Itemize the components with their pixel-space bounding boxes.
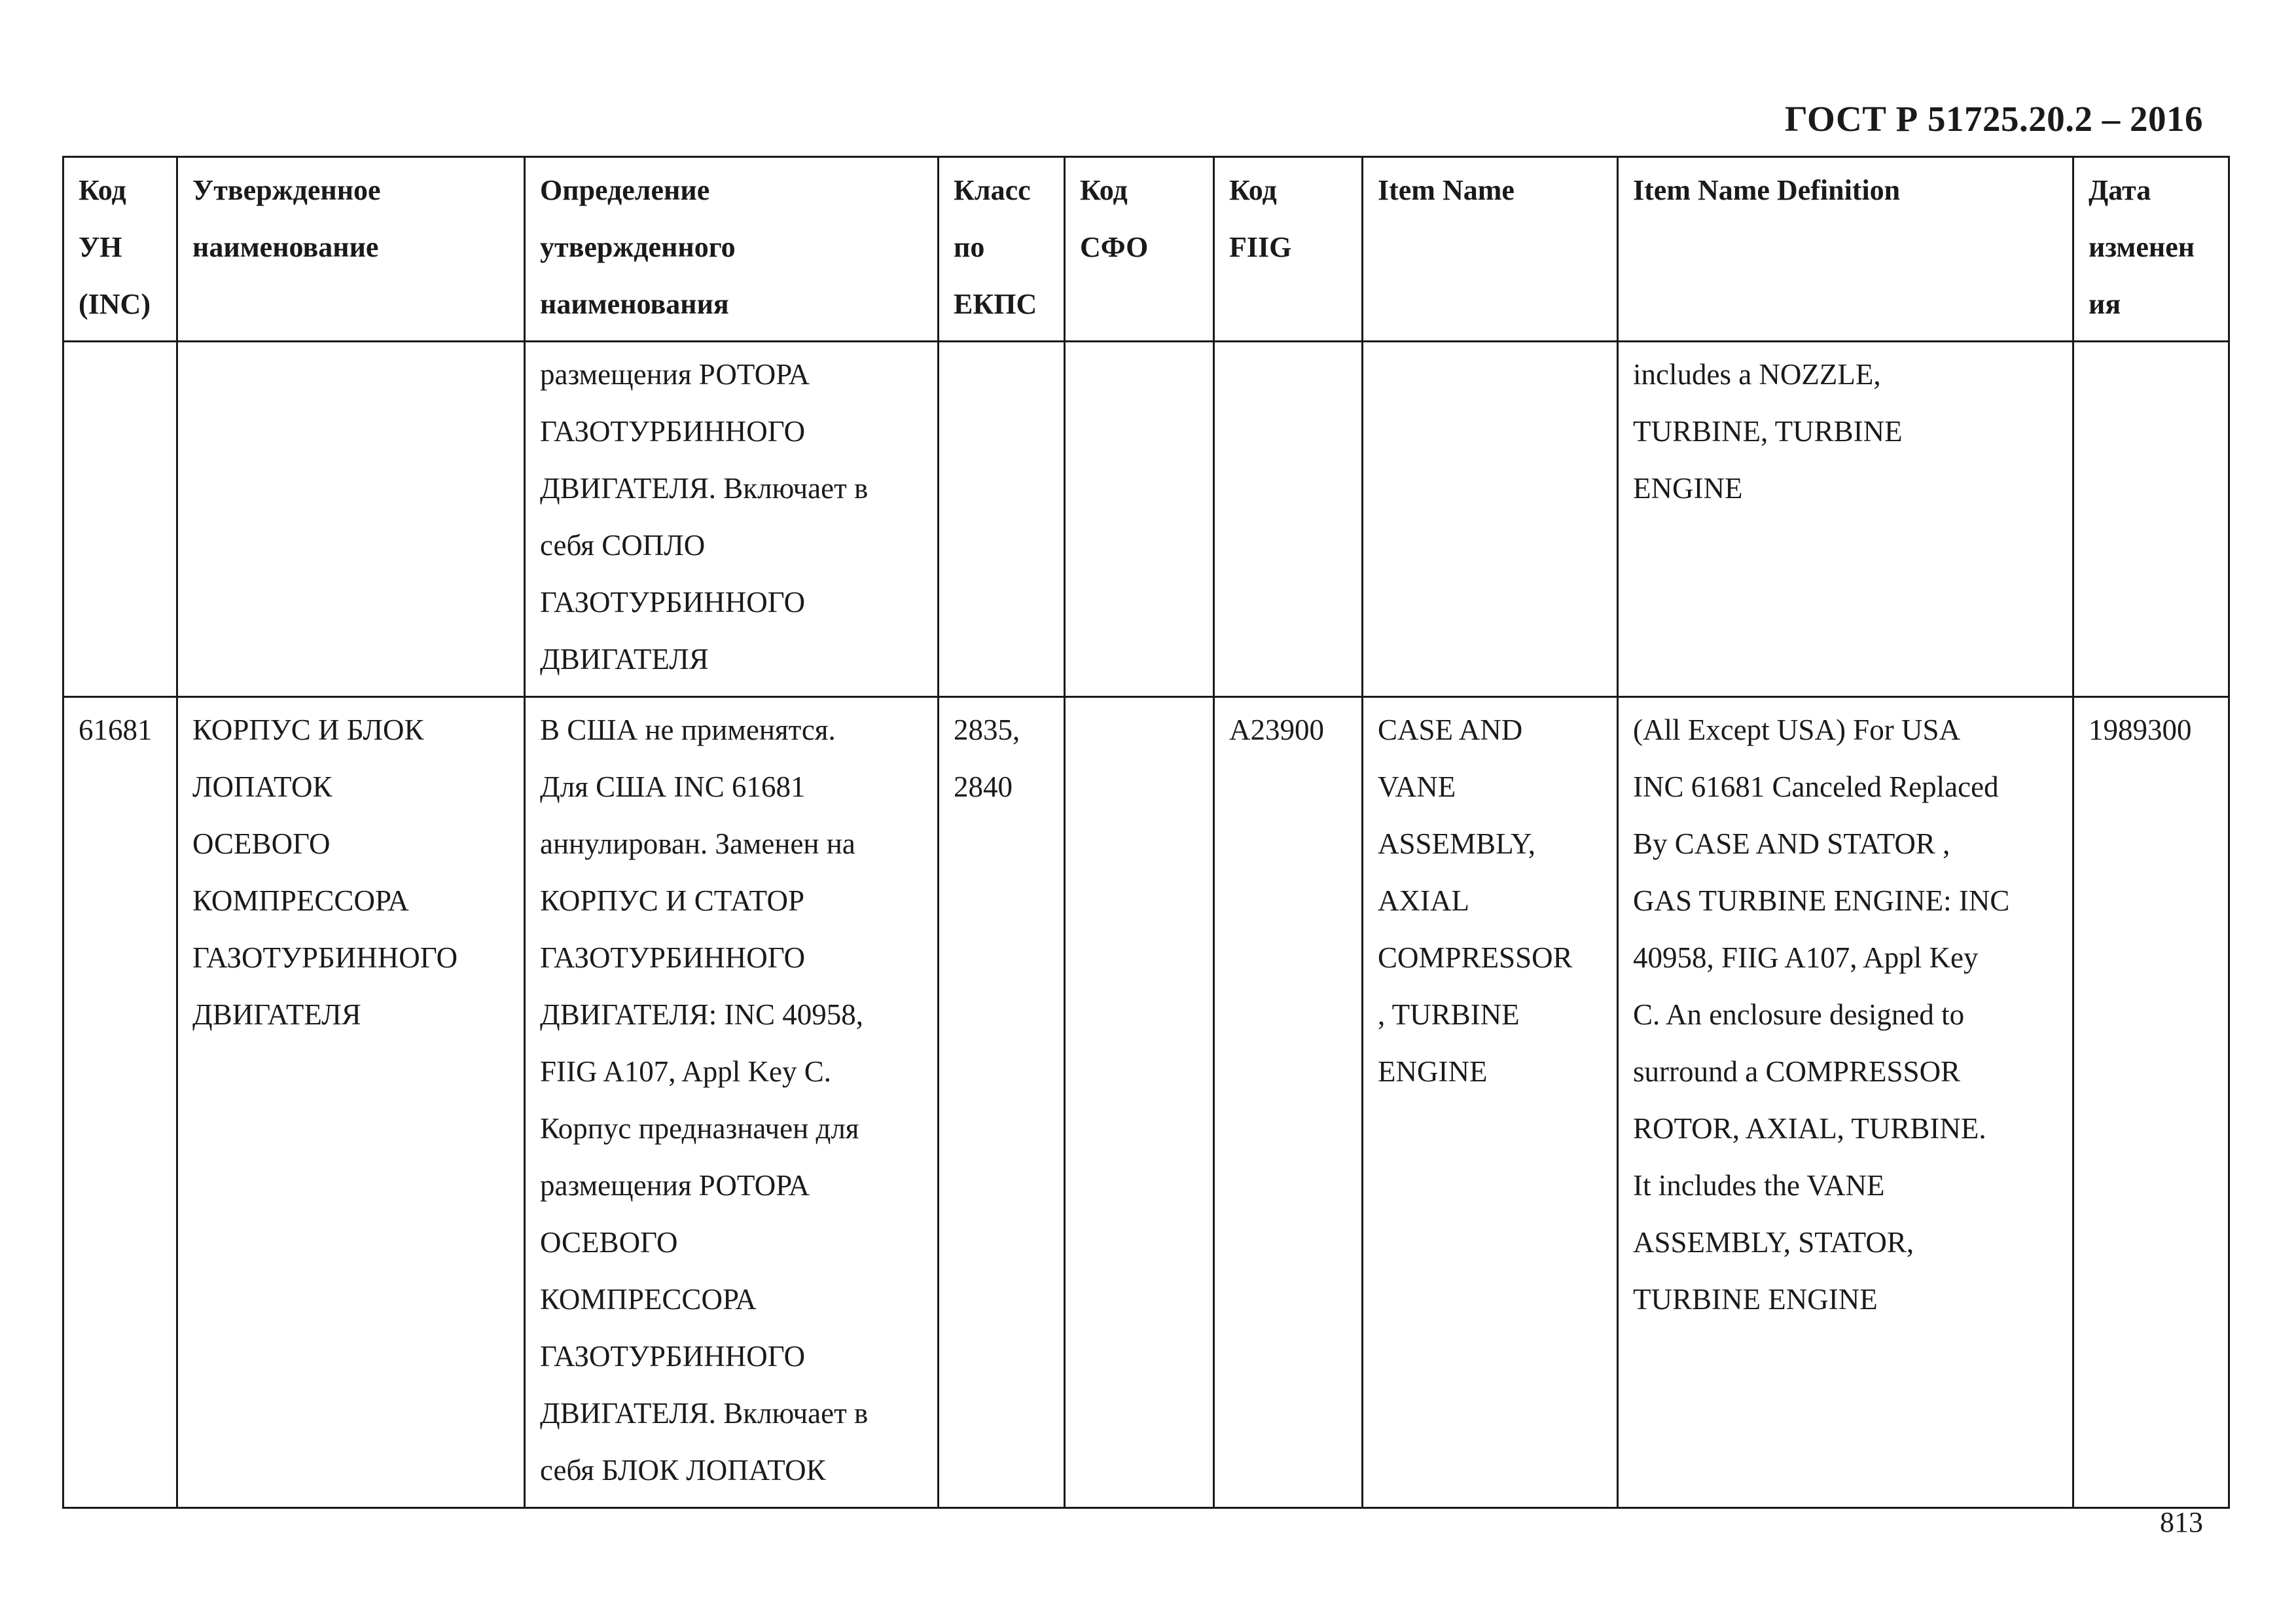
column-header-item-name-definition: Item Name Definition xyxy=(1618,157,2073,342)
page-number: 813 xyxy=(2160,1506,2203,1538)
cell-inc xyxy=(63,342,177,697)
column-header-inc: Код УН (INC) xyxy=(63,157,177,342)
cell-definition: В США не применятся. Для США INC 61681 аннулирован. Заменен на КОРПУС И СТАТОР ГАЗОТУРБИННОГО ДВИГАТЕЛЯ: INC 40958, FIIG A107, Appl Key C. Корпус предназначен для размещения РОТОРА ОСЕВОГО КОМПРЕССОРА ГАЗОТУРБИННОГО ДВИГАТЕЛЯ. Включает в себя БЛОК ЛОПАТОК xyxy=(525,697,939,1508)
table-row-61681 xyxy=(63,697,2229,1508)
cell-change-date: 1989300 xyxy=(2073,697,2229,1508)
document-standard-header: ГОСТ Р 51725.20.2 – 2016 xyxy=(1784,99,2203,139)
column-header-approved-name: Утвержденное наименование xyxy=(177,157,525,342)
cell-sfo-code xyxy=(1065,342,1214,697)
cell-item-name xyxy=(1363,342,1618,697)
cell-approved-name: КОРПУС И БЛОК ЛОПАТОК ОСЕВОГО КОМПРЕССОРА ГАЗОТУРБИННОГО ДВИГАТЕЛЯ xyxy=(177,697,525,1508)
cell-change-date xyxy=(2073,342,2229,697)
table-row-continued xyxy=(63,342,2229,697)
cell-item-name: CASE AND VANE ASSEMBLY, AXIAL COMPRESSOR , TURBINE ENGINE xyxy=(1363,697,1618,1508)
cell-sfo-code xyxy=(1065,697,1214,1508)
cell-ekps-class xyxy=(939,342,1065,697)
cell-fiig-code xyxy=(1214,342,1363,697)
column-header-change-date: Дата изменен ия xyxy=(2073,157,2229,342)
column-header-sfo-code: Код СФО xyxy=(1065,157,1214,342)
cell-ekps-class: 2835, 2840 xyxy=(939,697,1065,1508)
gost-item-name-table xyxy=(62,156,2230,1509)
column-header-item-name: Item Name xyxy=(1363,157,1618,342)
column-header-definition: Определение утвержденного наименования xyxy=(525,157,939,342)
column-header-ekps-class: Класс по ЕКПС xyxy=(939,157,1065,342)
column-header-fiig-code: Код FIIG xyxy=(1214,157,1363,342)
cell-item-name-definition: includes a NOZZLE, TURBINE, TURBINE ENGINE xyxy=(1618,342,2073,697)
cell-fiig-code: A23900 xyxy=(1214,697,1363,1508)
cell-inc: 61681 xyxy=(63,697,177,1508)
cell-definition: размещения РОТОРА ГАЗОТУРБИННОГО ДВИГАТЕЛЯ. Включает в себя СОПЛО ГАЗОТУРБИННОГО ДВИГАТЕЛЯ xyxy=(525,342,939,697)
cell-item-name-definition: (All Except USA) For USA INC 61681 Canceled Replaced By CASE AND STATOR , GAS TURBINE ENGINE: INC 40958, FIIG A107, Appl Key C. An enclosure designed to surround a COMPRESSOR ROTOR, AXIAL, TURBINE. It includes the VANE ASSEMBLY, STATOR, TURBINE ENGINE xyxy=(1618,697,2073,1508)
table-header-row xyxy=(63,157,2229,342)
cell-approved-name xyxy=(177,342,525,697)
